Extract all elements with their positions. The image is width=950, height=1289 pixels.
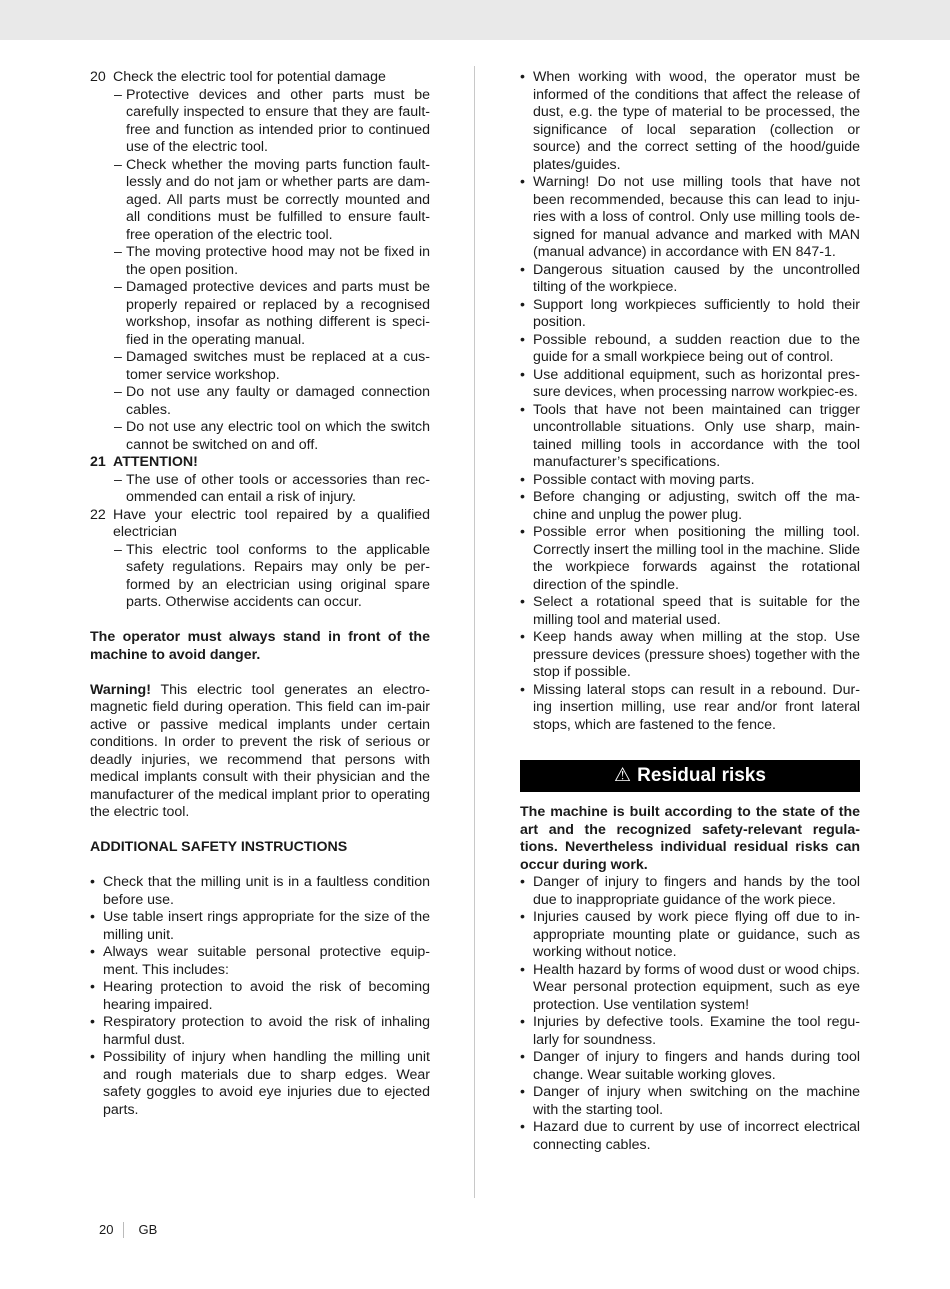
residual-risks-title: Residual risks (637, 765, 766, 787)
instruction-21-dash-list (90, 472, 430, 507)
bullet-item: • Before changing or adjusting, switch off the ma-chine and unplug the power plug. (520, 489, 860, 524)
warning-paragraph (90, 682, 430, 822)
instruction-number: 22 (90, 506, 106, 523)
bullet-item: • Injuries caused by work piece flying off due to in-appropriate mounting plate or guidance, such as working without notice. (520, 909, 860, 962)
instruction-title: ATTENTION! (113, 454, 198, 470)
instruction-22 (90, 507, 430, 542)
instruction-title: Have your electric tool repaired by a qualified electrician (113, 506, 430, 540)
bullet-item: • Tools that have not been maintained can trigger uncontrollable situations. Only use sharp, main-tained milling tools in accordance with the tool manufacturer’s specifications. (520, 402, 860, 472)
bullet-item: • Possibility of injury when handling the milling unit and rough materials due to sharp edges. Wear safety goggles to avoid eye injuries due to ejected parts. (90, 1049, 430, 1119)
instruction-20 (90, 69, 430, 87)
warning-text: This electric tool generates an electro-magnetic field during operation. This field can im-pair active or passive medical implants under certain conditions. In order to prevent the risk of serious or deadly injuries, we recommend that persons with medical implants consult with their physician and the manufacturer of the medical implant prior to operating the electric tool. (90, 681, 430, 820)
bullet-item: • Dangerous situation caused by the uncontrolled tilting of the workpiece. (520, 262, 860, 297)
bullet-item: • Use table insert rings appropriate for the size of the milling unit. (90, 909, 430, 944)
bullet-item: • Always wear suitable personal protective equip-ment. This includes: (90, 944, 430, 979)
column-divider (474, 66, 475, 1198)
dash-item: – The moving protective hood may not be fixed in the open position. (104, 244, 430, 279)
dash-item: – This electric tool conforms to the applicable safety regulations. Repairs may only be per-formed by an electrician using original spare parts. Otherwise accidents can occur. (100, 542, 430, 612)
bullet-item: • When working with wood, the operator must be informed of the conditions that affect the release of dust, e.g. the type of material to be processed, the significance of local separation (collection or source) and the correct setting of the hood/guide plates/guides. (520, 69, 860, 174)
additional-safety-list (90, 874, 430, 1119)
language-code: GB (138, 1222, 158, 1237)
bullet-item: • Select a rotational speed that is suitable for the milling tool and material used. (520, 594, 860, 629)
left-column (90, 69, 430, 1119)
bullet-item: • Possible contact with moving parts. (520, 472, 860, 490)
dash-item: – Check whether the moving parts function fault-lessly and do not jam or whether parts are dam-aged. All parts must be correctly mounted and all conditions must be fulfilled to ensure fault-free operation of the electric tool. (104, 157, 430, 245)
bullet-item: • Danger of injury when switching on the machine with the starting tool. (520, 1084, 860, 1119)
bullet-item: • Keep hands away when milling at the stop. Use pressure devices (pressure shoes) together with the stop if possible. (520, 629, 860, 682)
residual-risks-list (520, 874, 860, 1154)
additional-safety-heading: ADDITIONAL SAFETY INSTRUCTIONS (90, 839, 348, 855)
dash-item: – Do not use any electric tool on which the switch cannot be switched on and off. (104, 419, 430, 454)
footer-separator (123, 1222, 124, 1238)
bullet-item: • Health hazard by forms of wood dust or wood chips. Wear personal protection equipment, such as eye protection. Use ventilation system! (520, 962, 860, 1015)
instruction-20-dash-list (90, 87, 430, 455)
bullet-item: • Danger of injury to fingers and hands during tool change. Wear suitable working gloves. (520, 1049, 860, 1084)
bullet-item: • Respiratory protection to avoid the risk of inhaling harmful dust. (90, 1014, 430, 1049)
bullet-item: • Check that the milling unit is in a faultless condition before use. (90, 874, 430, 909)
instruction-22-dash-list (90, 542, 430, 612)
right-column (520, 69, 860, 1154)
bullet-item: • Warning! Do not use milling tools that have not been recommended, because this can lead to inju-ries with a loss of control. Only use milling tools de-signed for manual advance and marked with MAN (manual advance) in accordance with EN 847-1. (520, 174, 860, 262)
dash-item: – Protective devices and other parts must be carefully inspected to ensure that they are fault-free and function as intended prior to continued use of the electric tool. (104, 87, 430, 157)
bullet-item: • Possible rebound, a sudden reaction due to the guide for a small workpiece being out of control. (520, 332, 860, 367)
top-margin-bar (0, 0, 950, 40)
bullet-item: • Injuries by defective tools. Examine the tool regu-larly for soundness. (520, 1014, 860, 1049)
bullet-item: • Support long workpieces sufficiently to hold their position. (520, 297, 860, 332)
safety-bullet-list (520, 69, 860, 734)
bullet-item: • Possible error when positioning the milling tool. Correctly insert the milling tool in the machine. Slide the workpiece forwards against the rotational direction of the spindle. (520, 524, 860, 594)
dash-item: – Damaged switches must be replaced at a cus-tomer service workshop. (104, 349, 430, 384)
page-number: 20 (99, 1222, 114, 1237)
bullet-item: • Hearing protection to avoid the risk of becoming hearing impaired. (90, 979, 430, 1014)
warning-triangle-icon: ⚠ (614, 765, 632, 787)
dash-item: – The use of other tools or accessories than rec-ommended can entail a risk of injury. (104, 472, 430, 507)
instruction-21 (90, 454, 430, 472)
instruction-title: Check the electric tool for potential damage (113, 69, 386, 85)
dash-item: – Damaged protective devices and parts must be properly repaired or replaced by a recognised workshop, insofar as nothing different is speci-fied in the operating manual. (104, 279, 430, 349)
instruction-number: 20 (90, 69, 106, 85)
bullet-item: • Missing lateral stops can result in a rebound. Dur-ing insertion milling, use rear and/or front lateral stops, which are fastened to the fence. (520, 682, 860, 735)
warning-label: Warning! (90, 681, 151, 698)
residual-risks-header (520, 760, 860, 792)
residual-risks-intro: The machine is built according to the state of the art and the recognized safety-relevant regula-tions. Nevertheless individual residual risks can occur during work. (520, 804, 860, 873)
operator-note: The operator must always stand in front of the machine to avoid danger. (90, 629, 430, 663)
bullet-item: • Danger of injury to fingers and hands by the tool due to inappropriate guidance of the work piece. (520, 874, 860, 909)
dash-item: – Do not use any faulty or damaged connection cables. (104, 384, 430, 419)
instruction-number: 21 (90, 454, 106, 470)
page-footer (99, 1221, 157, 1239)
bullet-item: • Hazard due to current by use of incorrect electrical connecting cables. (520, 1119, 860, 1154)
bullet-item: • Use additional equipment, such as horizontal pres-sure devices, when processing narrow workpiec-es. (520, 367, 860, 402)
